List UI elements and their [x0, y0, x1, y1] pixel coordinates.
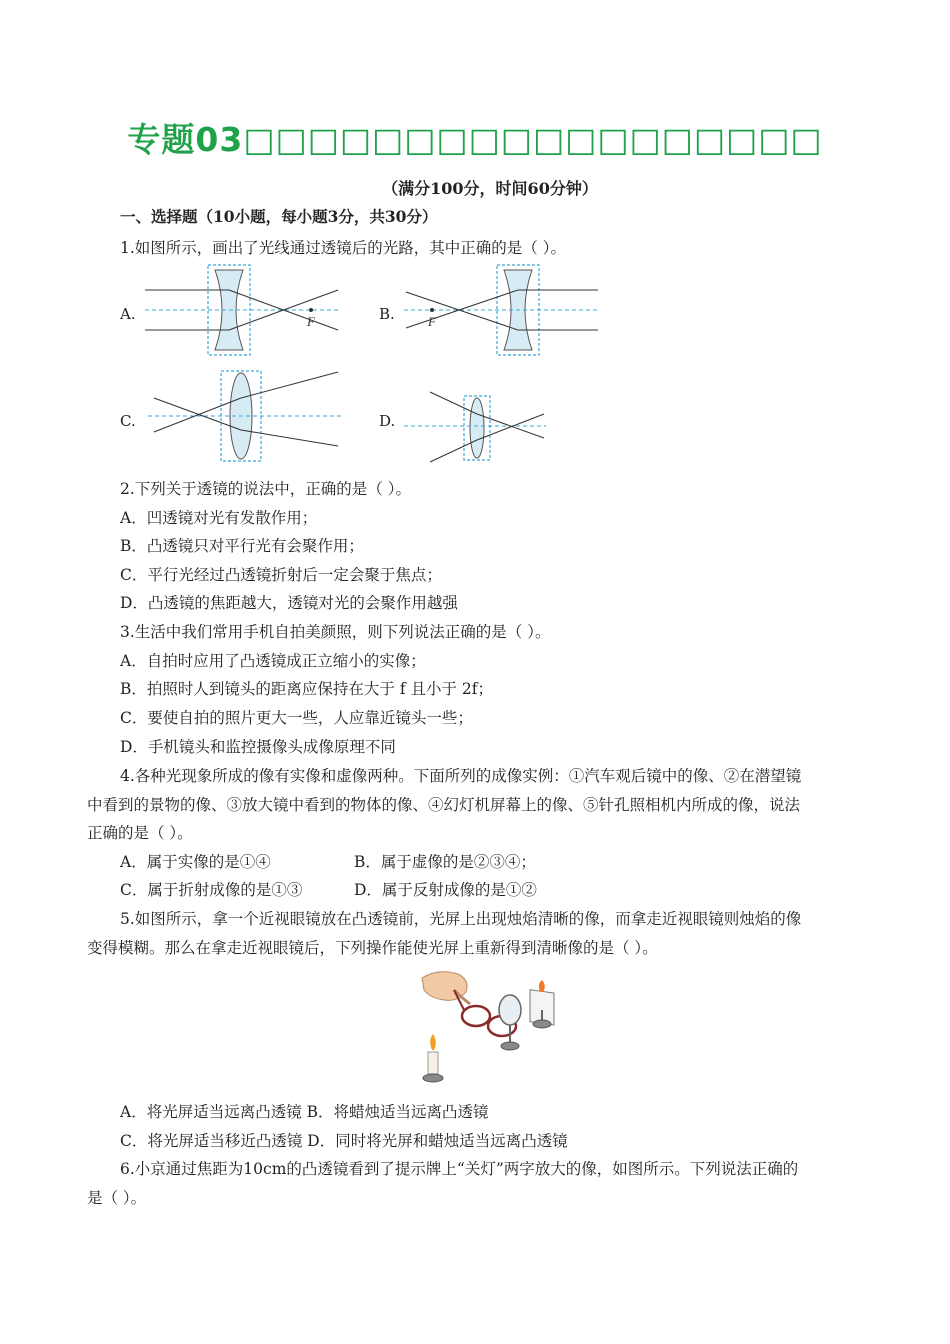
- q1-label-c: C.: [120, 412, 136, 430]
- q6-stem-line-1: 6.小京通过焦距为10cm的凸透镜看到了提示牌上“关灯”两字放大的像，如图所示。下列说法正确的: [120, 1160, 799, 1178]
- q5-option-ab: A．将光屏适当远离凸透镜 B．将蜡烛适当远离凸透镜: [120, 1103, 489, 1121]
- q6-stem-line-2: 是（ ）。: [87, 1189, 147, 1207]
- q1-label-a: A.: [120, 305, 136, 323]
- q4-stem-line-2: 中看到的景物的像、③放大镜中看到的物体的像、④幻灯机屏幕上的像、⑤针孔照相机内所成的像，说法: [87, 796, 801, 814]
- q1-a-focus: F: [307, 314, 315, 329]
- q5-stem-line-1: 5.如图所示，拿一个近视眼镜放在凸透镜前，光屏上出现烛焰清晰的像，而拿走近视眼镜则烛焰的像: [120, 910, 802, 928]
- q4-option-b: B．属于虚像的是②③④；: [354, 853, 536, 871]
- q1-figure-a: [143, 262, 343, 358]
- q5-figure-candle-lens-setup: [418, 968, 568, 1090]
- q3-option-a: A．自拍时应用了凸透镜成正立缩小的实像；: [120, 652, 426, 670]
- q1-figure-c: [146, 368, 346, 464]
- q1-stem: 1.如图所示，画出了光线通过透镜后的光路，其中正确的是（ ）。: [120, 239, 566, 257]
- q3-option-d: D．手机镜头和监控摄像头成像原理不同: [120, 738, 396, 756]
- q2-option-a: A．凹透镜对光有发散作用；: [120, 509, 318, 527]
- q3-option-b: B．拍照时人到镜头的距离应保持在大于 f 且小于 2f；: [120, 680, 494, 698]
- q5-option-cd: C．将光屏适当移近凸透镜 D．同时将光屏和蜡烛适当远离凸透镜: [120, 1132, 568, 1150]
- q5-stem-line-2: 变得模糊。那么在拿走近视眼镜后，下列操作能使光屏上重新得到清晰像的是（ ）。: [87, 939, 658, 957]
- q1-label-d: D.: [379, 412, 396, 430]
- q1-figure-d: [402, 384, 548, 466]
- q4-option-d: D．属于反射成像的是①②: [354, 881, 537, 899]
- q4-stem-line-3: 正确的是（ ）。: [87, 824, 193, 842]
- page-subtitle: （满分100分，时间60分钟）: [382, 179, 598, 198]
- q2-option-b: B．凸透镜只对平行光有会聚作用；: [120, 537, 364, 555]
- q1-figure-b: [402, 262, 602, 358]
- q4-option-c: C．属于折射成像的是①③: [120, 881, 303, 899]
- q4-stem-line-1: 4.各种光现象所成的像有实像和虚像两种。下面所列的成像实例：①汽车观后镜中的像、②在潜望镜: [120, 767, 802, 785]
- q2-option-d: D．凸透镜的焦距越大，透镜对光的会聚作用越强: [120, 594, 458, 612]
- section-heading: 一、选择题（10小题，每小题3分，共30分）: [120, 207, 438, 226]
- q4-option-a: A．属于实像的是①④: [120, 853, 271, 871]
- q3-option-c: C．要使自拍的照片更大一些，人应靠近镜头一些；: [120, 709, 473, 727]
- q2-option-c: C．平行光经过凸透镜折射后一定会聚于焦点；: [120, 566, 442, 584]
- q2-stem: 2.下列关于透镜的说法中，正确的是（ ）。: [120, 480, 411, 498]
- q1-b-focus: F: [428, 314, 436, 329]
- q3-stem: 3.生活中我们常用手机自拍美颜照，则下列说法正确的是（ ）。: [120, 623, 551, 641]
- q1-label-b: B.: [379, 305, 395, 323]
- page-title: 专题03□□□□□□□□□□□□□□□□□□: [127, 120, 823, 159]
